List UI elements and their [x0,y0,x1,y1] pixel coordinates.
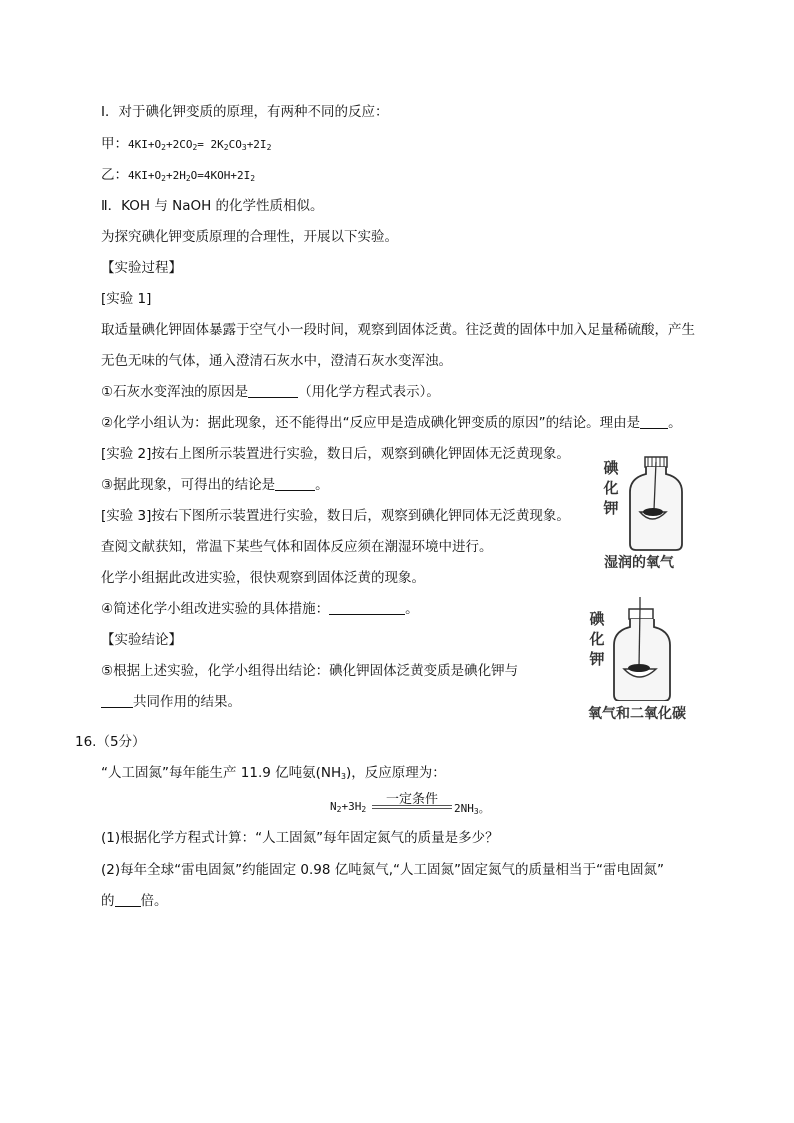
question-16-sub-2: (2)每年全球“雷电固氮”约能固定 0.98 亿吨氮气,“人工固氮”固定氮气的质量相当于“雷电固氮” [101,862,665,878]
answer-blank-2[interactable] [640,414,668,429]
exp1-title: [实验 1] [101,291,152,307]
equation-yi-label: 乙： [101,167,128,183]
reference-1: 查阅文献获知，常温下某些气体和固体反应须在潮湿环境中进行。 [101,539,493,555]
equation-yi-formula: $4KI+O_2+2H_2O=4KOH+2I_2$ [128,169,256,183]
equation-jia [101,134,271,158]
exp2-text: [实验 2]按右上图所示装置进行实验，数日后，观察到碘化钾固体无泛黄现象。 [101,446,570,462]
question-5-line-1: ⑤根据上述实验，化学小组得出结论：碘化钾固体泛黄变质是碘化钾与 [101,663,519,679]
figure-2-bottom-label: 氧气和二氧化碳 [588,706,686,722]
intro-line-3: 为探究碘化钾变质原理的合理性，开展以下实验。 [101,229,398,245]
question-16-sub-2b: 的 倍。 [101,893,168,909]
answer-blank-4[interactable] [329,600,405,615]
intro-line-2: Ⅱ．KOH 与 NaOH 的化学性质相似。 [101,198,324,214]
question-4: ④简述化学小组改进实验的具体措施： 。 [101,601,419,617]
products: $2NH_3$。 [454,802,490,816]
question-3: ③据此现象，可得出的结论是 。 [101,477,329,493]
question-5-line-2: 共同作用的结果。 [101,692,241,712]
answer-blank-5[interactable] [101,693,133,708]
equation-jia-formula: $4KI+O_2+2CO_2= 2K_2CO_3+2I_2$ [128,138,272,152]
figure-2-apparatus [584,597,720,725]
answer-blank-1[interactable] [248,383,298,398]
figure-1-apparatus [596,452,712,574]
section-process-heading: 【实验过程】 [101,260,182,276]
jar-icon [596,452,712,556]
jar-icon [584,597,720,701]
question-16-number: 16.（5分） [75,734,146,750]
figure-2-side-label: 碘化钾 [589,610,605,668]
exp1-text-1: 取适量碘化钾固体暴露于空气小一段时间，观察到固体泛黄。往泛黄的固体中加入足量稀硫酸，产生 [101,322,695,338]
question-1: ①石灰水变浑浊的原因是 （用化学方程式表示）。 [101,384,440,400]
exp1-text-2: 无色无味的气体，通入澄清石灰水中，澄清石灰水变浑浊。 [101,353,452,369]
exp3-text: [实验 3]按右下图所示装置进行实验，数日后，观察到碘化钾同体无泛黄现象。 [101,508,570,524]
figure-1-bottom-label: 湿润的氧气 [604,555,674,571]
reference-2: 化学小组据此改进实验，很快观察到固体泛黄的现象。 [101,570,425,586]
figure-1-side-label: 碘化钾 [603,459,619,517]
reaction-equation [330,788,510,818]
reactants: $N_2+3H_2$ [330,800,367,814]
reaction-condition: 一定条件 [385,792,438,807]
intro-line-1: Ⅰ．对于碘化钾变质的原理，有两种不同的反应： [101,104,389,120]
answer-blank-16[interactable] [115,892,141,907]
question-16-intro: “人工固氮”每年能生产 11.9 亿吨氨$(NH_3)$，反应原理为： [101,765,446,781]
equation-jia-label: 甲： [101,136,128,152]
equation-yi [101,165,255,189]
question-16-sub-1: (1)根据化学方程式计算：“人工固氮”每年固定氮气的质量是多少？ [101,830,499,846]
section-conclusion-heading: 【实验结论】 [101,632,182,648]
question-2: ②化学小组认为：据此现象，还不能得出“反应甲是造成碘化钾变质的原因”的结论。理由是 。 [101,415,682,431]
answer-blank-3[interactable] [275,476,315,491]
